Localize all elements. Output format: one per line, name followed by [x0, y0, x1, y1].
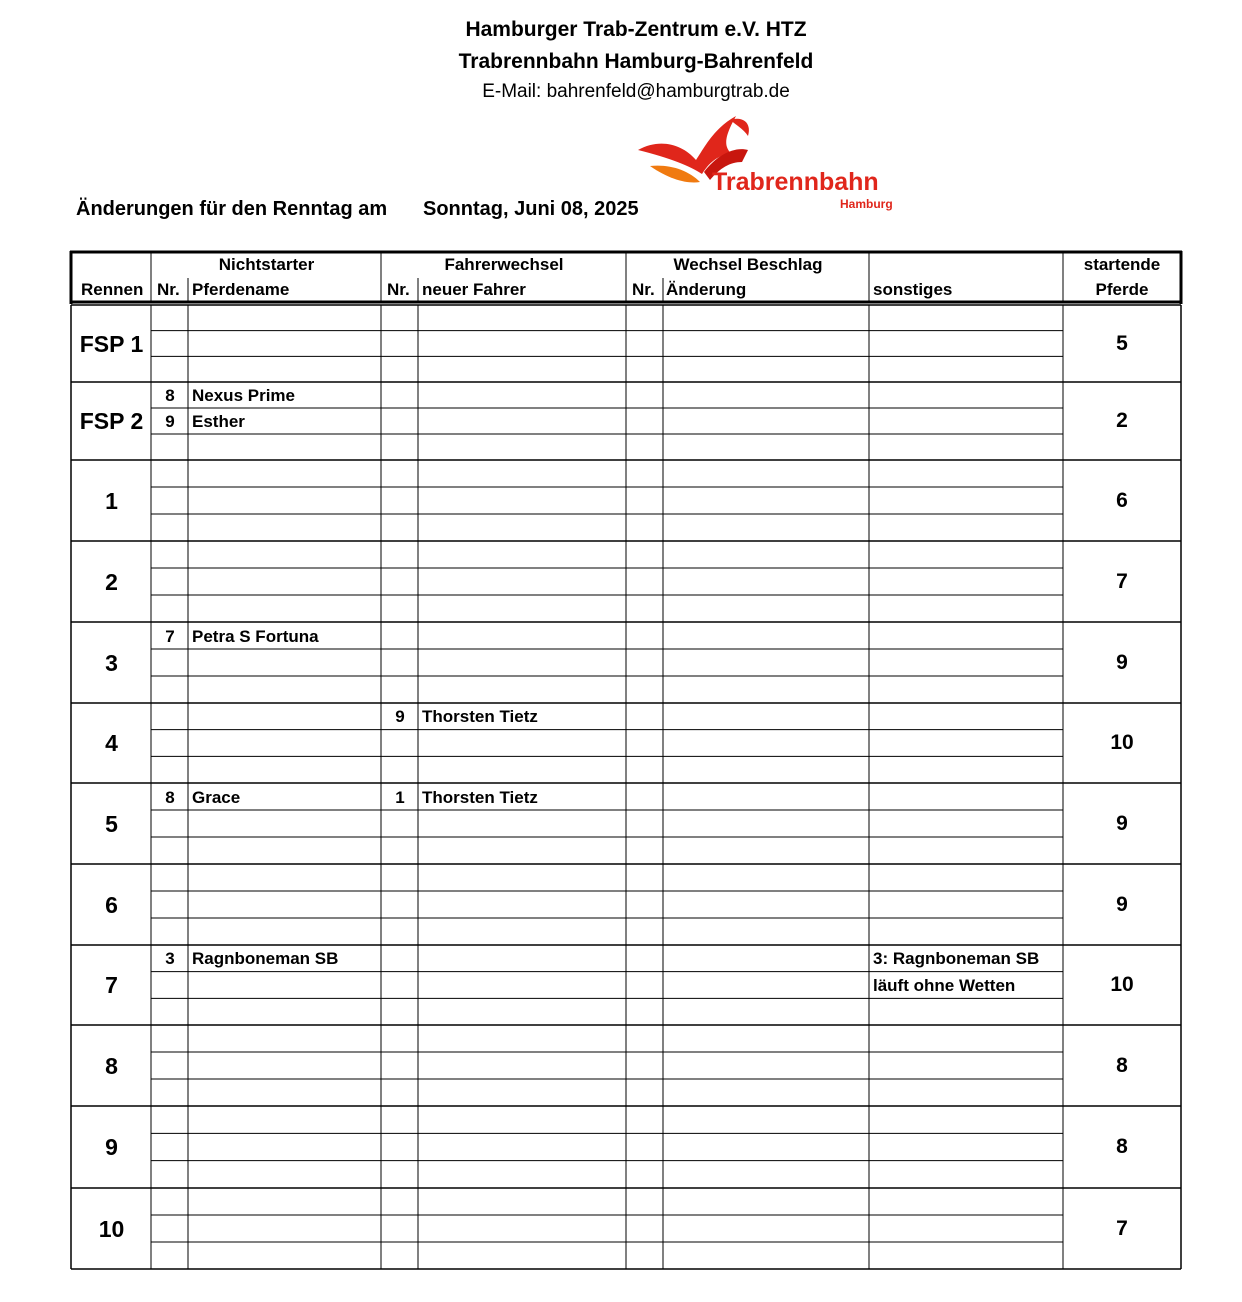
- starter-count: 8: [1116, 1135, 1128, 1158]
- starter-count: 9: [1116, 892, 1128, 916]
- col-wechsel-beschlag: Wechsel Beschlag: [673, 255, 823, 274]
- race-name: 4: [105, 730, 118, 756]
- col-pferdename: Pferdename: [192, 280, 290, 299]
- nichtstarter-name: Esther: [192, 412, 245, 431]
- col-sonstiges: sonstiges: [873, 280, 953, 299]
- col-rennen: Rennen: [81, 280, 144, 299]
- col-startende: startende: [1083, 255, 1161, 274]
- starter-count: 9: [1116, 811, 1128, 835]
- fahrerwechsel-nr: 9: [395, 707, 405, 727]
- nichtstarter-nr: 3: [165, 949, 175, 969]
- col-pferde: Pferde: [1095, 280, 1149, 299]
- race-name: 1: [105, 487, 118, 514]
- col-fahrerwechsel: Fahrerwechsel: [444, 255, 564, 274]
- venue-name: Trabrennbahn Hamburg-Bahrenfeld: [458, 50, 814, 73]
- starter-count: 7: [1116, 1216, 1128, 1240]
- race-name: 8: [105, 1052, 118, 1079]
- logo-text: Trabrennbahn: [712, 168, 879, 196]
- col-nr-fahrerwechsel: Nr.: [387, 280, 410, 299]
- nichtstarter-nr: 7: [165, 626, 175, 646]
- sonstiges-note: läuft ohne Wetten: [873, 976, 1016, 995]
- starter-count: 10: [1110, 973, 1134, 996]
- race-name: 9: [105, 1134, 118, 1160]
- nichtstarter-nr: 8: [165, 787, 175, 807]
- trabrennbahn-logo: [630, 108, 920, 216]
- race-name: 7: [105, 972, 118, 998]
- race-name: 3: [105, 649, 118, 676]
- starter-count: 2: [1116, 409, 1128, 432]
- race-name: FSP 2: [79, 408, 144, 434]
- race-name: 6: [105, 891, 118, 918]
- nichtstarter-nr: 8: [165, 386, 175, 405]
- race-name: FSP 1: [79, 330, 144, 357]
- col-nr-beschlag: Nr.: [632, 280, 655, 299]
- fahrerwechsel-nr: 1: [395, 787, 405, 807]
- race-name: 5: [105, 810, 118, 837]
- email-line: E-Mail: bahrenfeld@hamburgtrab.de: [482, 81, 790, 102]
- nichtstarter-name: Nexus Prime: [192, 386, 295, 405]
- nichtstarter-name: Petra S Fortuna: [192, 626, 319, 646]
- race-name: 2: [105, 568, 118, 595]
- col-aenderung: Änderung: [666, 280, 747, 299]
- starter-count: 5: [1116, 331, 1128, 355]
- changes-label: Änderungen für den Renntag am: [76, 198, 388, 220]
- starter-count: 7: [1116, 569, 1128, 593]
- org-name: Hamburger Trab-Zentrum e.V. HTZ: [465, 18, 807, 41]
- neuer-fahrer-name: Thorsten Tietz: [422, 787, 538, 807]
- starter-count: 9: [1116, 650, 1128, 674]
- logo-subtext: Hamburg: [840, 197, 893, 211]
- col-nichtstarter: Nichtstarter: [218, 255, 315, 274]
- race-name: 10: [98, 1215, 125, 1242]
- col-nr-nichtstarter: Nr.: [157, 280, 180, 299]
- col-neuer-fahrer: neuer Fahrer: [422, 280, 526, 299]
- race-date: Sonntag, Juni 08, 2025: [423, 198, 639, 220]
- neuer-fahrer-name: Thorsten Tietz: [422, 707, 538, 727]
- starter-count: 8: [1116, 1053, 1128, 1077]
- nichtstarter-name: Ragnboneman SB: [192, 949, 339, 969]
- nichtstarter-nr: 9: [165, 412, 175, 431]
- sonstiges-note: 3: Ragnboneman SB: [873, 949, 1040, 969]
- nichtstarter-name: Grace: [192, 787, 241, 807]
- starter-count: 6: [1116, 488, 1128, 512]
- starter-count: 10: [1110, 731, 1134, 754]
